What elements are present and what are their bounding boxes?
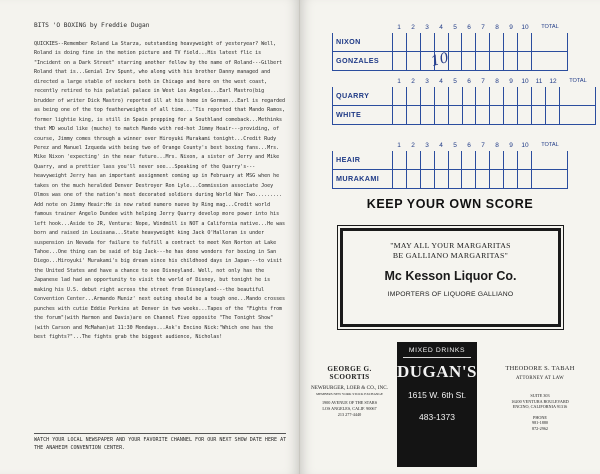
total-cell[interactable] xyxy=(532,151,567,169)
round-number: 3 xyxy=(425,24,429,31)
score-cell[interactable] xyxy=(421,33,435,51)
column-line: Roland is doing fine in the motion picture and TV field...His latest flic is xyxy=(34,50,262,57)
score-cell[interactable] xyxy=(407,87,421,105)
column-line: brudder of writer Dick Mastro) reported ill at his home in Gorman...Earl is regarded xyxy=(34,97,286,104)
attorney-suite: SUITE 303 xyxy=(530,393,550,398)
column-line: punches with cutie Eddie Perkins at Denver in two weeks...Tapes of the "Fights from xyxy=(34,305,283,312)
round-number: 7 xyxy=(481,142,485,149)
attorney-phone-2: 872-2962 xyxy=(531,425,549,431)
score-cell[interactable] xyxy=(393,33,407,51)
total-cell[interactable] xyxy=(532,52,567,70)
attorney-ad xyxy=(486,365,594,432)
round-number: 4 xyxy=(439,78,443,85)
round-number: 1 xyxy=(397,24,401,31)
score-cell[interactable] xyxy=(518,170,532,188)
column-line: directed a large stable of sockers both in Chicago and here on the west coast, xyxy=(34,78,268,85)
column-line: (with Carson and McMahan)at 11:30 Mondays...Ask's Encino Nick:"Which one has the xyxy=(34,324,274,331)
score-cell[interactable] xyxy=(504,87,518,105)
round-number: 1 xyxy=(397,78,401,85)
score-cell[interactable] xyxy=(435,33,449,51)
score-cell[interactable] xyxy=(532,87,546,105)
score-cell[interactable] xyxy=(490,33,504,51)
score-cell[interactable] xyxy=(518,52,532,70)
column-line: "Incident on a Dark Street" starring another fellow by the name of Roland---Gilbert xyxy=(34,59,283,66)
score-cell[interactable] xyxy=(518,106,532,124)
total-label: TOTAL xyxy=(541,142,559,148)
dugans-divider xyxy=(403,357,471,358)
fighter-row xyxy=(332,49,568,71)
round-number: 9 xyxy=(509,24,513,31)
column-line: left hook...Aside to JR, Ventura: Nope, Windmill is NOT a California native...He was xyxy=(34,220,286,227)
column-line: born and raised in Louisana...State heavyweight king Jack O'Halloran is under xyxy=(34,230,265,237)
column-line: Roland that is...Genial Irv Spunt, who along with his brother Danny managed and xyxy=(34,69,271,76)
scorecard-round-header xyxy=(392,22,568,33)
fighter-name: NIXON xyxy=(333,33,393,51)
attorney-city: ENCINO, CALIFORNIA 91316 xyxy=(512,404,568,410)
round-number: 10 xyxy=(521,142,529,149)
score-cell[interactable] xyxy=(462,170,476,188)
score-cell[interactable] xyxy=(393,87,407,105)
attorney-title: ATTORNEY AT LAW xyxy=(516,376,564,381)
score-cell[interactable] xyxy=(546,106,560,124)
score-cell[interactable] xyxy=(476,151,490,169)
column-line: Mike Nixon 'expecting' in the near future...Mrs. Nixon, a sister of Jerry and Mike xyxy=(34,154,280,161)
fighter-row xyxy=(332,87,596,106)
broker-address-2: LOS ANGELES, CALIF. 90067 xyxy=(322,406,377,411)
round-number: 8 xyxy=(495,142,499,149)
dugans-address: 1615 W. 6th St. xyxy=(407,390,467,400)
broker-phone: 213 277-4440 xyxy=(337,412,362,417)
scorecard-quarry-white xyxy=(332,76,596,125)
liquor-ad-tagline: IMPORTERS OF LIQUORE GALLIANO xyxy=(387,291,514,298)
scorecard-nixon-gonzales xyxy=(332,22,568,71)
score-cell[interactable] xyxy=(449,106,463,124)
column-footer xyxy=(34,433,286,452)
dugans-ad xyxy=(397,342,477,467)
score-cell[interactable] xyxy=(421,87,435,105)
score-cell[interactable] xyxy=(435,106,449,124)
fighter-row xyxy=(332,106,596,125)
score-cell[interactable] xyxy=(435,151,449,169)
round-number: 4 xyxy=(439,142,443,149)
round-number: 7 xyxy=(481,24,485,31)
score-cell[interactable] xyxy=(504,151,518,169)
column-line: recently retired to his palatial palace in West Los Angeles...Earl Mastro(big xyxy=(34,88,265,95)
score-cell[interactable] xyxy=(407,106,421,124)
score-cell[interactable] xyxy=(463,87,477,105)
score-cell[interactable] xyxy=(476,87,490,105)
liquor-ad-company: Mc Kesson Liquor Co. xyxy=(384,269,517,283)
fighter-row xyxy=(332,151,568,170)
score-cell[interactable] xyxy=(546,87,560,105)
total-cell[interactable] xyxy=(560,87,595,105)
score-cell[interactable] xyxy=(407,170,421,188)
score-cell[interactable] xyxy=(476,33,490,51)
dugans-name: DUGAN'S xyxy=(397,362,478,381)
score-cell[interactable] xyxy=(449,33,463,51)
round-number: 9 xyxy=(509,142,513,149)
score-cell[interactable] xyxy=(462,151,476,169)
attorney-phone-label: PHONE xyxy=(533,414,547,420)
total-label: TOTAL xyxy=(569,78,587,84)
column-line: famous trainer Angelo Dundee with helping Jerry Quarry develop more power into his xyxy=(34,211,280,218)
round-number: 2 xyxy=(411,142,415,149)
round-number: 8 xyxy=(495,24,499,31)
round-number: 5 xyxy=(453,78,457,85)
round-number: 3 xyxy=(425,142,429,149)
column-line: Diego...Hiroyuki' Murakami's big dream since his childhood days in Japan---to visit xyxy=(34,258,283,265)
liquor-ad-quote-2: BE GALLIANO MARGARITAS" xyxy=(392,251,509,260)
score-cell[interactable] xyxy=(435,87,449,105)
score-cell[interactable] xyxy=(393,106,407,124)
broker-name: GEORGE G. SCOORTIS xyxy=(327,365,372,381)
column-line: the United States and have a chance to see Disneyland. Well, not only has the xyxy=(34,267,265,274)
score-cell[interactable] xyxy=(490,52,504,70)
fighter-row xyxy=(332,170,568,189)
score-cell[interactable] xyxy=(421,106,435,124)
column-line: the forum"(with Harmon and Davis)are on Channel Five opposite "The Tonight Show" xyxy=(34,315,274,322)
column-line: that MD would like (mucho) to match Mando with red-hot Jimmy Heair---providing, of xyxy=(34,126,280,133)
round-number: 10 xyxy=(521,24,529,31)
score-cell[interactable] xyxy=(393,151,407,169)
round-number: 4 xyxy=(439,24,443,31)
score-cell[interactable] xyxy=(476,52,490,70)
round-number: 5 xyxy=(453,142,457,149)
score-cell[interactable] xyxy=(407,151,421,169)
round-number: 11 xyxy=(535,78,543,85)
total-cell[interactable] xyxy=(532,33,567,51)
broker-firm: NEWBURGER, LOEB & CO., INC. xyxy=(311,385,388,391)
score-cell[interactable] xyxy=(407,52,421,70)
score-cell[interactable] xyxy=(518,151,532,169)
score-cell[interactable] xyxy=(421,151,435,169)
score-cell[interactable] xyxy=(504,33,518,51)
score-cell[interactable] xyxy=(449,52,463,70)
round-number: 7 xyxy=(481,78,485,85)
round-number: 10 xyxy=(521,78,529,85)
scorecard-round-header xyxy=(392,76,596,87)
score-cell[interactable] xyxy=(476,106,490,124)
attorney-name: THEODORE S. TABAH xyxy=(505,365,575,372)
score-cell[interactable] xyxy=(463,106,477,124)
round-number: 2 xyxy=(411,24,415,31)
total-cell[interactable] xyxy=(532,170,567,188)
column-line: heavyweight Jerry has an important assignment coming up in February at MSG when he xyxy=(34,173,280,180)
round-number: 8 xyxy=(495,78,499,85)
fighter-row xyxy=(332,33,568,52)
column-line: Add note on Jimmy Heair:He is now rated numero nueve by Ring mag...Credit world xyxy=(34,201,271,208)
score-cell[interactable] xyxy=(393,52,407,70)
column-line: QUICKIES--Remember Roland La Starza, outstanding heavyweight of yesteryear? Well, xyxy=(34,41,277,47)
score-cell[interactable] xyxy=(421,170,435,188)
fighter-name: HEAIR xyxy=(333,151,393,169)
round-number: 1 xyxy=(397,142,401,149)
column-line: making his U.S. debut right across the street from Disneyland---the beautiful xyxy=(34,286,265,293)
column-line: Tahoe...One thing can be said of big Jack---he has done wonders for boxing in San xyxy=(34,248,277,255)
liquor-ad xyxy=(340,228,561,327)
handwritten-score: 10 xyxy=(428,49,451,71)
score-cell[interactable] xyxy=(449,151,463,169)
column-line: former lightie king, is still in Spain prepping for a Southland comeback...Methinks xyxy=(34,116,283,123)
round-number: 2 xyxy=(411,78,415,85)
scorecard-heair-murakami xyxy=(332,140,568,189)
fighter-name: QUARRY xyxy=(333,87,393,105)
column-line: best fights?"...The fights grab the biggest audience, Nicholas! xyxy=(34,334,223,341)
fighter-name: MURAKAMI xyxy=(333,170,393,188)
column-line: Olmos was one of the nation's most decorated soldiers during World War Two......... xyxy=(34,192,283,199)
score-cell[interactable] xyxy=(490,87,504,105)
column-line: Perez and Manuel Izqueda with being two of Orange County's best boxing fans...Mrs. xyxy=(34,144,280,151)
round-number: 6 xyxy=(467,78,471,85)
round-number: 12 xyxy=(549,78,557,85)
score-cell[interactable] xyxy=(490,106,504,124)
column-line: Quarry, and a prettier lass you'll never see...Speaking of the Quarry's--- xyxy=(34,163,256,170)
score-cell[interactable] xyxy=(518,33,532,51)
round-number: 6 xyxy=(467,24,471,31)
score-cell[interactable] xyxy=(476,170,490,188)
score-cell[interactable] xyxy=(504,170,518,188)
column-line: Japanese lad had an opportunity to visit the world of Disney, but tonight he is xyxy=(34,277,271,284)
dugans-phone: 483-1373 xyxy=(419,412,455,422)
broker-member: MEMBERS NEW YORK STOCK EXCHANGE xyxy=(316,392,383,396)
attorney-address xyxy=(486,393,594,410)
column-line: Convention Center...Armando Muniz' next outing should be a tough one...Mando crosses xyxy=(34,296,286,303)
score-cell[interactable] xyxy=(504,106,518,124)
column-line: as being one of the top featherweights of all time...'Tis reported that Mando Ramos, xyxy=(34,107,286,114)
score-cell[interactable] xyxy=(449,87,463,105)
column-title: BITS 'O BOXING by Freddie Dugan xyxy=(34,22,150,29)
score-cell[interactable] xyxy=(428,49,451,71)
fighter-name: WHITE xyxy=(333,106,393,124)
score-cell[interactable] xyxy=(504,52,518,70)
round-number: 9 xyxy=(509,78,513,85)
total-label: TOTAL xyxy=(541,24,559,30)
score-cell[interactable] xyxy=(532,106,546,124)
score-cell[interactable] xyxy=(518,87,532,105)
broker-ad xyxy=(307,365,392,418)
attorney-street: 16200 VENTURA BOULEVARD xyxy=(511,398,569,404)
score-cell[interactable] xyxy=(490,170,504,188)
column-line: takes on the much heralded Denver Destroyer Ron Lyle...Commission associate Joey xyxy=(34,182,274,189)
score-cell[interactable] xyxy=(462,33,476,51)
keep-score-headline: KEEP YOUR OWN SCORE xyxy=(366,197,534,211)
broker-address-1: 1900 AVENUE OF THE STARS xyxy=(321,400,378,405)
score-cell[interactable] xyxy=(435,170,449,188)
round-number: 5 xyxy=(453,24,457,31)
attorney-phone-1: 981-1880 xyxy=(531,420,549,426)
round-number: 6 xyxy=(467,142,471,149)
fighter-name: GONZALES xyxy=(333,52,393,70)
round-number: 3 xyxy=(425,78,429,85)
column-body xyxy=(34,40,286,343)
footer-line: THE ANAHEIM CONVENTION CENTER. xyxy=(34,445,126,451)
score-cell[interactable] xyxy=(462,52,476,70)
score-cell[interactable] xyxy=(449,170,463,188)
score-cell[interactable] xyxy=(407,33,421,51)
column-line: suspension in Nevada for failure to fulfill a contract to meet Ken Norton at Lake xyxy=(34,239,277,246)
broker-address xyxy=(307,400,392,418)
score-cell[interactable] xyxy=(490,151,504,169)
scorecard-round-header xyxy=(392,140,568,151)
score-cell[interactable] xyxy=(393,170,407,188)
attorney-phones xyxy=(486,415,594,432)
column-line: course, Jimmy comes through a winner over Hiroyuki Murakami tonight...Credit Rudy xyxy=(34,135,277,142)
total-cell[interactable] xyxy=(560,106,595,124)
footer-line: WATCH YOUR LOCAL NEWSPAPER AND YOUR FAVORITE CHANNEL FOR OUR NEXT SHOW DATE HERE AT xyxy=(34,437,286,443)
dugans-label: MIXED DRINKS xyxy=(408,347,466,354)
liquor-ad-quote-1: "MAY ALL YOUR MARGARITAS xyxy=(390,241,511,250)
